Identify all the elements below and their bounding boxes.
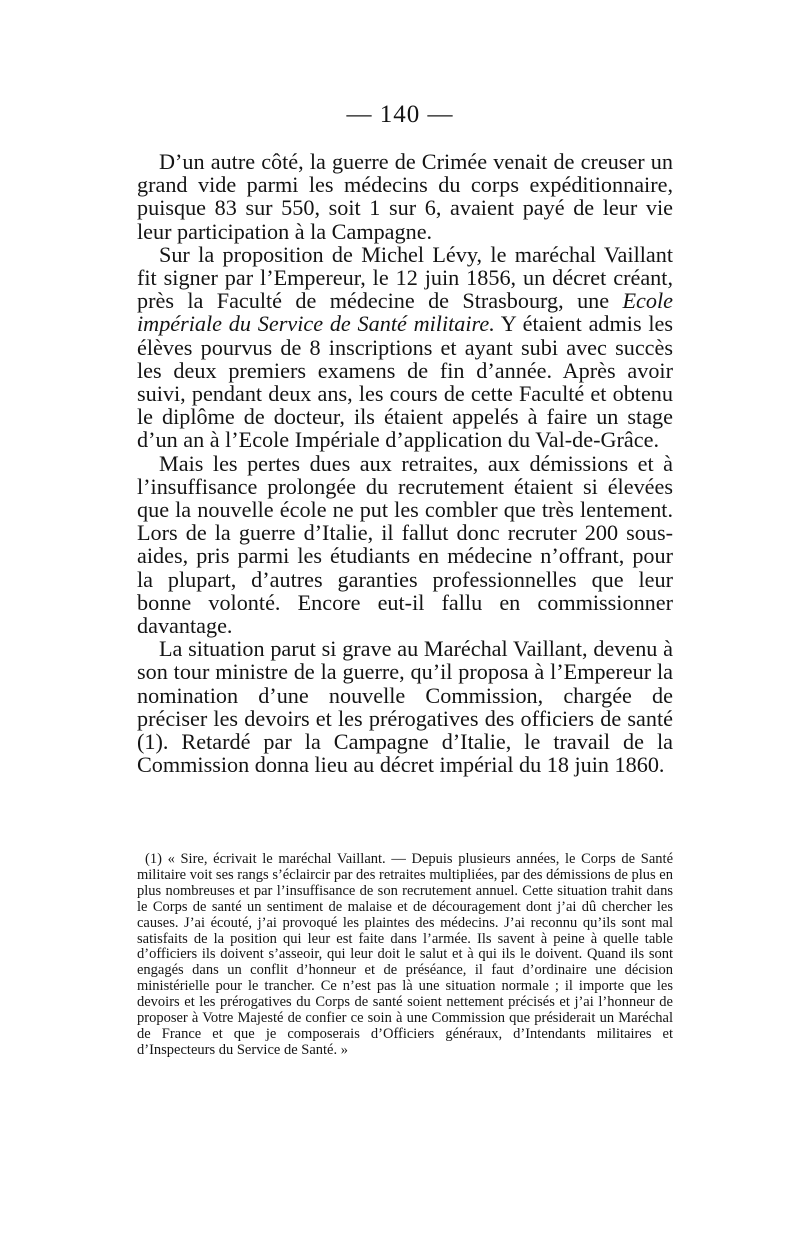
main-text — [137, 150, 673, 776]
paragraph-losses: Mais les pertes dues aux retraites, aux démissions et à l’insuffisance prolongée du recrutement étaient si élevées que la nouvelle école ne put les combler que très lentement. Lors de la guerre d’Italie, il fallut donc recruter 200 sous-aides, pris parmi les étudiants en médecine n’offrant, pour la plupart, d’autres garanties professionnelles que leur bonne volonté. Encore eut-il fallu en commissionner davantage. — [137, 450, 673, 639]
school-name-italic: Ecole impériale du Service de Santé militaire. — [137, 288, 673, 337]
page-number: — 140 — — [346, 101, 454, 128]
paragraph-commission: La situation parut si grave au Maréchal Vaillant, devenu à son tour ministre de la guerre, qu’il proposa à l’Empereur la nomination d’une nouvelle Commission, chargée de préciser les devoirs et les prérogatives des officiers de santé (1). Retardé par la Campagne d’Italie, le travail de la Commission donna lieu au décret impérial du 18 juin 1860. — [137, 636, 673, 778]
paragraph-crimea: D’un autre côté, la guerre de Crimée venait de creuser un grand vide parmi les médecins du corps expéditionnaire, puisque 83 sur 550, soit 1 sur 6, avaient payé de leur vie leur participation à la Campagne. — [137, 149, 673, 244]
paragraph-decree-text-start: Sur la proposition de Michel Lévy, le maréchal Vaillant fit signer par l’Empereur, le 12 juin 1856, un décret créant, près la Faculté de médecine de Strasbourg, une — [137, 241, 673, 314]
footnote-text: (1) « Sire, écrivait le maréchal Vaillant. — Depuis plusieurs années, le Corps de Santé militaire voit ses rangs s’éclaircir par des retraites multipliées, par des démissions de plus en plus nombreuses et par l’insuffisance de son recrutement annuel. Cette situation trahit dans le Corps de santé un sentiment de malaise et de découragement dont j’ai dû chercher les causes. J’ai écouté, j’ai provoqué les plaintes des médecins. J’ai reconnu qu’ils sont mal satisfaits de la position qui leur est faite dans l’armée. Ils savent à peine à quelle table d’officiers ils doivent s’asseoir, qui leur doit le salut et à qui ils le doivent. Quand ils sont engagés dans un conflit d’honneur et de préséance, il faut d’ordinaire une décision ministérielle pour le trancher. Ce n’est pas là une situation normale ; il importe que les devoirs et les prérogatives du Corps de santé soient nettement précisés et j’ai l’honneur de proposer à Votre Majesté de confier ce soin à une Commission que présiderait un Maréchal de France et que je composerais d’Officiers généraux, d’Intendants militaires et d’Inspecteurs du Service de Santé. » — [137, 851, 673, 1058]
paragraph-decree-1856 — [137, 243, 673, 452]
footnote — [137, 852, 673, 1059]
paragraph-decree-text-end: Y étaient admis les élèves pourvus de 8 inscriptions et ayant subi avec succès les deux premiers examens de fin d’année. Après avoir suivi, pendant deux ans, les cours de cette Faculté et obtenu le diplôme de docteur, ils étaient appelés à faire un stage d’un an à l’Ecole Impériale d’application du Val-de-Grâce. — [137, 311, 673, 453]
